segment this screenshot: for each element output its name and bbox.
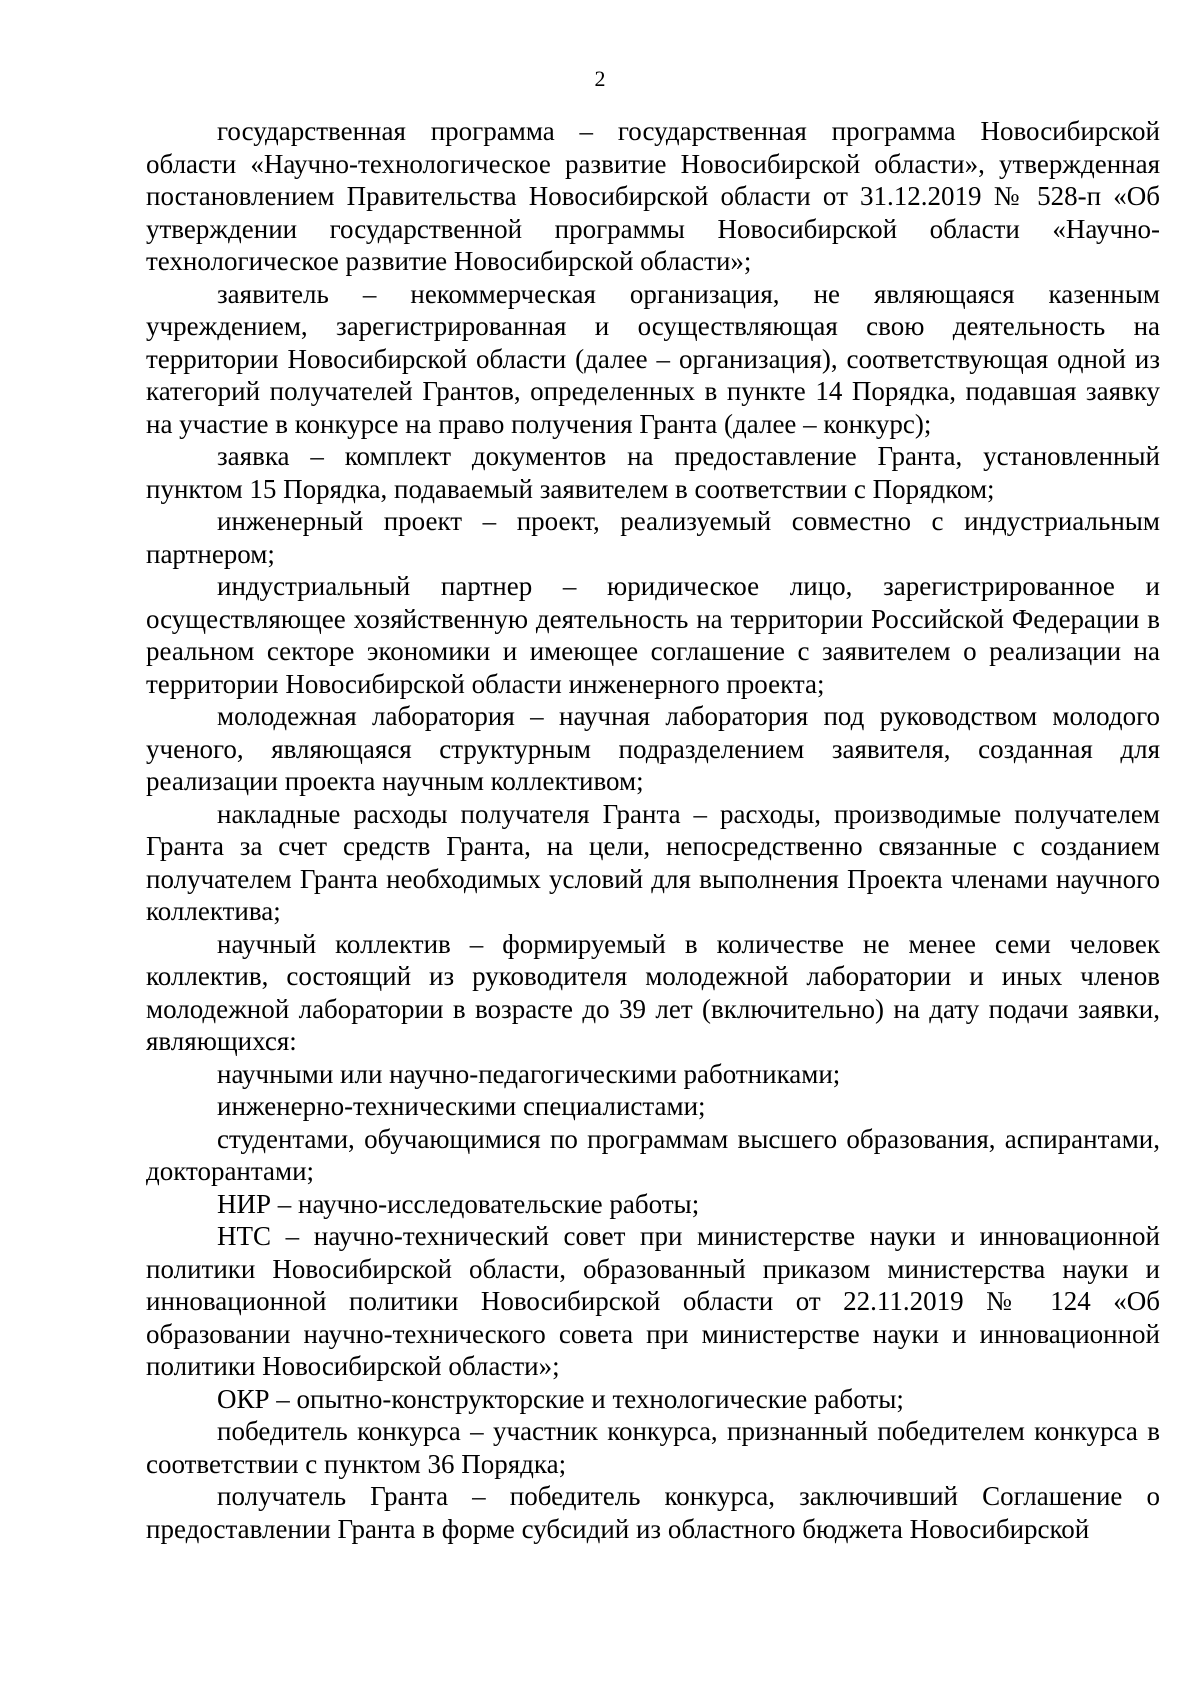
- definition-application: заявка – комплект документов на предоставление Гранта, установленный пунктом 15 Порядка, подаваемый заявителем в соответствии с Порядком;: [146, 441, 1160, 504]
- page-number: 2: [594, 66, 606, 91]
- definition-youth-laboratory: молодежная лаборатория – научная лаборатория под руководством молодого ученого, являющаяся структурным подразделением заявителя, созданная для реализации проекта научным коллективом;: [146, 701, 1160, 796]
- definition-industrial-partner: индустриальный партнер – юридическое лицо, зарегистрированное и осуществляющее хозяйственную деятельность на территории Российской Федерации в реальном секторе экономики и имеющее соглашение с заявителем о реализации на территории Новосибирской области инженерного проекта;: [146, 571, 1160, 699]
- list-item-students: студентами, обучающимися по программам высшего образования, аспирантами, докторантами;: [146, 1123, 1160, 1186]
- definition-engineering-project: инженерный проект – проект, реализуемый совместно с индустриальным партнером;: [146, 506, 1160, 569]
- definition-applicant: заявитель – некоммерческая организация, не являющаяся казенным учреждением, зарегистрированная и осуществляющая свою деятельность на территории Новосибирской области (далее – организация), соответствующая одной из категорий получателей Грантов, определенных в пункте 14 Порядка, подавшая заявку на участие в конкурсе на право получения Гранта (далее – конкурс);: [146, 278, 1160, 439]
- definition-okr: ОКР – опытно-конструкторские и технологические работы;: [217, 1383, 904, 1414]
- definition-grant-recipient: получатель Гранта – победитель конкурса, заключивший Соглашение о предоставлении Гранта в форме субсидий из областного бюджета Новосибирской: [146, 1481, 1160, 1544]
- document-body: [146, 115, 1160, 1545]
- definition-overhead-costs: накладные расходы получателя Гранта – расходы, производимые получателем Гранта за счет средств Гранта, на цели, непосредственно связанные с созданием получателем Гранта необходимых условий для выполнения Проекта членами научного коллектива;: [146, 798, 1160, 926]
- definition-state-program: государственная программа – государственная программа Новосибирской области «Научно-технологическое развитие Новосибирской области», утвержденная постановлением Правительства Новосибирской области от 31.12.2019 № 528-п «Об утверждении государственной программы Новосибирской области «Научно-технологическое развитие Новосибирской области»;: [146, 116, 1160, 276]
- definition-nts: НТС – научно-технический совет при министерстве науки и инновационной политики Новосибирской области, образованный приказом министерства науки и инновационной политики Новосибирской области от 22.11.2019 № 124 «Об образовании научно-технического совета при министерстве науки и инновационной политики Новосибирской области»;: [146, 1221, 1160, 1381]
- definition-nir: НИР – научно-исследовательские работы;: [217, 1188, 700, 1219]
- definition-contest-winner: победитель конкурса – участник конкурса, признанный победителем конкурса в соответствии с пунктом 36 Порядка;: [146, 1416, 1160, 1479]
- definition-research-team: научный коллектив – формируемый в количестве не менее семи человек коллектив, состоящий из руководителя молодежной лаборатории и иных членов молодежной лаборатории в возрасте до 39 лет (включительно) на дату подачи заявки, являющихся:: [146, 928, 1160, 1056]
- list-item-engineers: инженерно-техническими специалистами;: [217, 1091, 706, 1121]
- list-item-researchers: научными или научно-педагогическими работниками;: [217, 1058, 841, 1089]
